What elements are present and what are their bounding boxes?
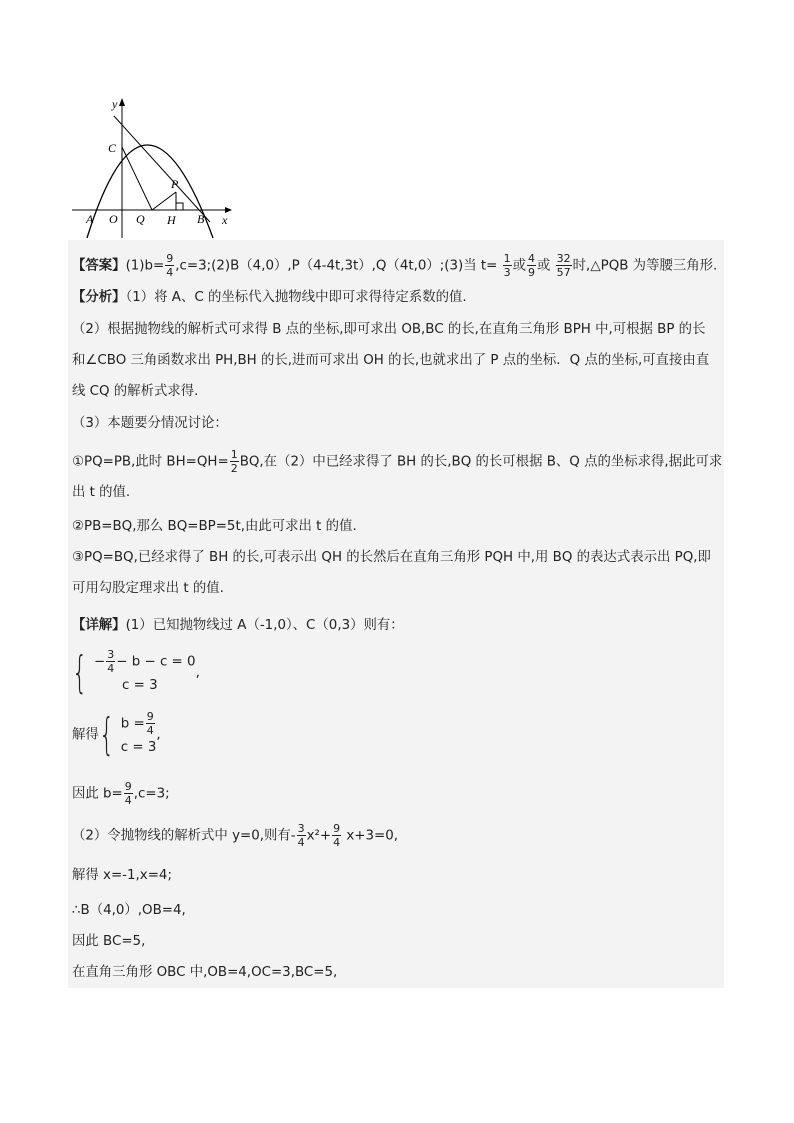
fraction-num: 4 [528, 252, 536, 265]
fraction-result [124, 780, 133, 807]
fraction-num: 9 [124, 780, 132, 793]
left-brace: { [72, 646, 88, 698]
fraction-t1 [503, 252, 512, 279]
fraction-b [165, 252, 174, 279]
label-Q: Q [136, 212, 145, 226]
result-post: ,c=3; [133, 786, 170, 802]
result-pre: 因此 b= [72, 786, 123, 802]
system-rows [121, 710, 157, 759]
fraction-den: 4 [166, 266, 174, 279]
label-y: y [112, 97, 118, 111]
case-1-line [72, 448, 722, 475]
line-QP [152, 192, 176, 210]
sys2-b: b = [120, 716, 145, 732]
right-angle-mark [176, 203, 183, 210]
detail-line-1 [72, 616, 404, 636]
sys1-minus: − [94, 654, 106, 670]
left-brace: { [98, 708, 115, 760]
result-line [72, 780, 170, 807]
fraction-den: 4 [333, 836, 341, 849]
fraction-num: 9 [146, 710, 154, 723]
point-b-line: ∴B（4,0）,OB=4, [72, 903, 186, 918]
answer-text-2: ,c=3;(2)B（4,0）,P（4-4t,3t）,Q（4t,0）;(3)当 t= [175, 258, 498, 274]
part2-text-c: x+3=0, [342, 828, 399, 844]
y-axis-arrow [119, 98, 125, 106]
system-row-2: c = 3 [120, 740, 157, 755]
sys1-rest: − b − c = 0 [116, 654, 196, 670]
fraction-sys1 [106, 648, 115, 675]
detail-text: (1）已知抛物线过 A（-1,0）、C（0,3）则有： [125, 618, 404, 633]
fraction-den: 9 [528, 266, 536, 279]
fraction-num: 9 [333, 822, 341, 835]
label-B: B [197, 212, 205, 226]
case-2-line: ②PB=BQ,那么 BQ=BP=5t,由此可求出 t 的值. [72, 519, 357, 534]
analysis-line-2: （2）根据抛物线的解析式可求得 B 点的坐标,即可求出 OB,BC 的长,在直角三角形 BPH 中,可根据 BP 的长 [72, 322, 706, 337]
answer-tag: 【答案】 [72, 258, 126, 274]
fraction-num: 32 [556, 252, 571, 265]
bc-line: 因此 BC=5, [72, 934, 146, 949]
case-1-text-a: ①PQ=PB,此时 BH=QH= [72, 454, 229, 470]
answer-line [72, 252, 717, 279]
system-row-1 [121, 710, 157, 737]
fraction-num: 3 [297, 822, 305, 835]
analysis-line-4: 线 CQ 的解析式求得. [72, 384, 199, 399]
label-x: x [222, 213, 228, 227]
fraction-den: 4 [124, 794, 132, 807]
part2-text-a: （2）令抛物线的解析式中 y=0,则有- [72, 828, 296, 844]
part2-text-b: x²+ [306, 828, 332, 844]
equation-system-2 [72, 710, 161, 759]
system-row-1 [94, 648, 196, 675]
line-CB [114, 116, 210, 222]
analysis-line-3: 和∠CBO 三角函数求出 PH,BH 的长,进而可求出 OH 的长,也就求出了 P 点的坐标．Q 点的坐标,可直接由直 [72, 353, 710, 368]
fraction-den: 2 [230, 462, 238, 475]
fraction-t3 [556, 252, 572, 279]
answer-text-1: (1)b= [125, 258, 165, 274]
solution-block [68, 240, 724, 988]
answer-or-2: 或 [537, 258, 551, 274]
fraction-p2-2 [332, 822, 341, 849]
fraction-den: 3 [503, 266, 511, 279]
solve-x-line: 解得 x=-1,x=4; [72, 868, 172, 883]
analysis-line-1 [72, 288, 467, 308]
answer-text-3: 时,△PQB 为等腰三角形. [572, 258, 718, 274]
label-A: A [86, 212, 94, 226]
triangle-line: 在直角三角形 OBC 中,OB=4,OC=3,BC=5, [72, 965, 338, 980]
system-row-2: c = 3 [122, 678, 158, 693]
parabola-figure [70, 92, 238, 240]
fraction-num: 1 [230, 448, 238, 461]
fraction-den: 4 [107, 662, 115, 675]
fraction-half [230, 448, 239, 475]
system-rows [94, 648, 196, 697]
label-O: O [109, 212, 118, 226]
label-H: H [167, 213, 176, 227]
analysis-text: （1）将 A、C 的坐标代入抛物线中即可求得待定系数的值. [125, 290, 467, 305]
label-C: C [108, 141, 117, 155]
fraction-sys2 [146, 710, 155, 737]
sys1-comma: , [195, 665, 200, 681]
analysis-line-5: （3）本题要分情况讨论： [72, 416, 228, 431]
case-1-text-b: BQ,在（2）中已经求得了 BH 的长,BQ 的长可根据 B、Q 点的坐标求得,据此可求 [239, 454, 723, 470]
sys2-comma: , [156, 727, 161, 743]
fraction-den: 4 [146, 724, 154, 737]
fraction-num: 9 [166, 252, 174, 265]
fraction-den: 57 [556, 266, 571, 279]
parabola-curve [87, 145, 213, 238]
fraction-num: 3 [107, 648, 115, 661]
case-3-line: ③PQ=BQ,已经求得了 BH 的长,可表示出 QH 的长然后在直角三角形 PQH 中,用 BQ 的表达式表示出 PQ,即 [72, 550, 711, 565]
equation-system-1 [72, 648, 200, 697]
part2-line [72, 822, 398, 849]
detail-tag: 【详解】 [72, 618, 126, 633]
case-3-line-2: 可用勾股定理求出 t 的值. [72, 581, 224, 596]
label-P: P [171, 177, 179, 191]
solve-label: 解得 [72, 727, 99, 743]
analysis-tag: 【分析】 [72, 290, 126, 305]
fraction-num: 1 [503, 252, 511, 265]
line-CQ [122, 147, 152, 210]
fraction-t2 [527, 252, 536, 279]
fraction-p2-1 [297, 822, 306, 849]
fraction-den: 4 [297, 836, 305, 849]
case-1-line-2: 出 t 的值. [72, 485, 131, 500]
answer-or-1: 或 [512, 258, 527, 274]
